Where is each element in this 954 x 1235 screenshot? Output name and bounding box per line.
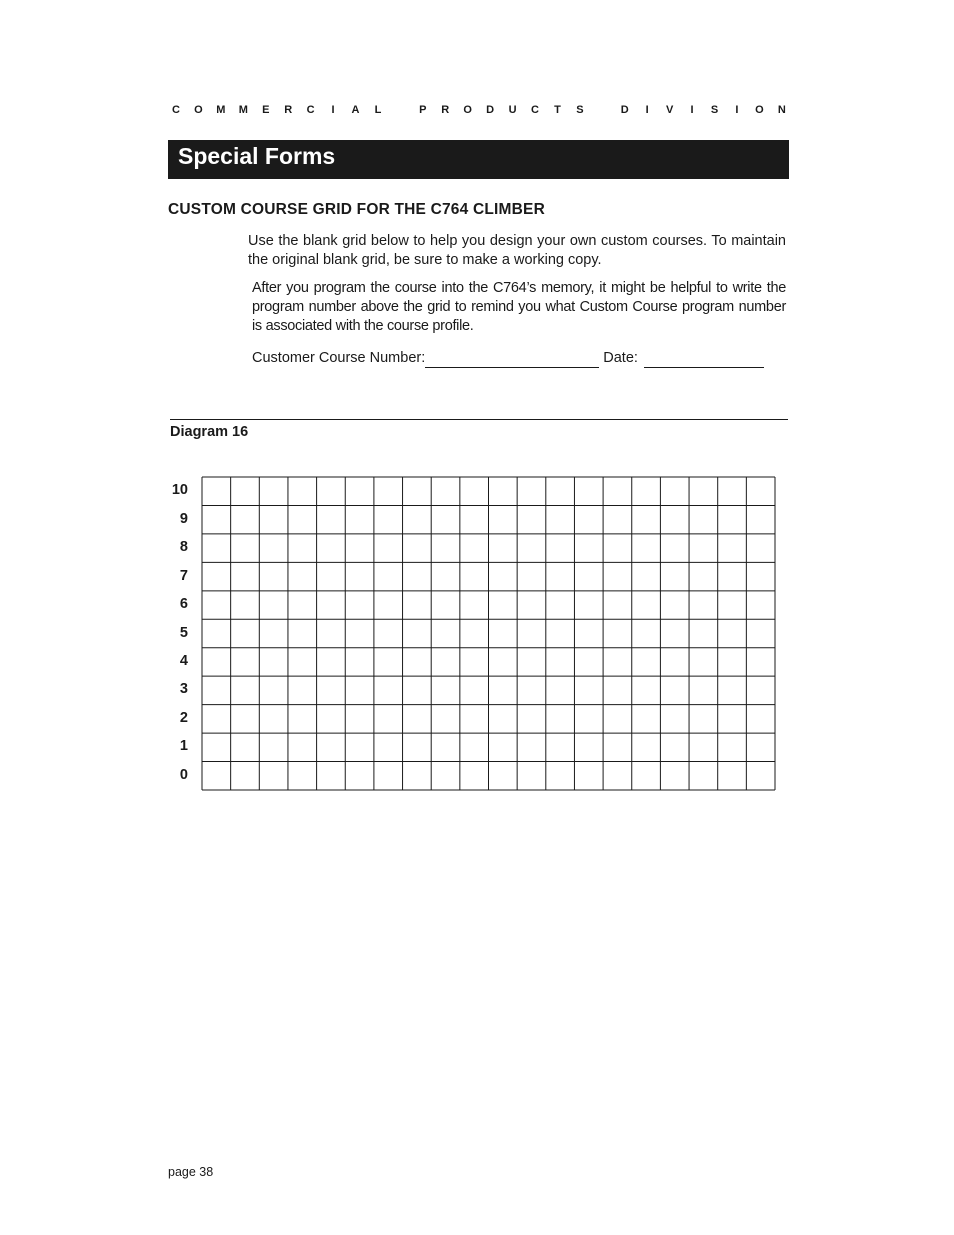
page-title: Special Forms: [168, 140, 789, 179]
division-letter: O: [755, 104, 764, 116]
division-letter: P: [419, 104, 427, 116]
division-letter: V: [665, 104, 674, 116]
y-axis-label: 5: [179, 624, 188, 641]
y-axis-label: 1: [179, 738, 188, 755]
instructions-paragraph: After you program the course into the C764’s memory, it might be helpful to write the program number above the grid to remind you what Custom Course program number is associated with the course profile.: [252, 280, 786, 334]
date-label: Date:: [603, 350, 638, 366]
division-letter: O: [463, 104, 472, 116]
y-axis-label: 6: [179, 596, 188, 613]
division-letter: M: [238, 104, 248, 116]
division-letter: I: [645, 104, 649, 116]
division-letter: I: [331, 104, 335, 116]
division-letter: C: [172, 104, 180, 116]
y-axis-label: 3: [179, 681, 188, 698]
intro-paragraph: Use the blank grid below to help you design your own custom courses. To maintain the original blank grid, be sure to make a working copy.: [248, 233, 786, 268]
division-letter: N: [777, 104, 786, 116]
y-axis-label: 8: [179, 539, 188, 556]
section-heading: CUSTOM COURSE GRID FOR THE C764 CLIMBER: [168, 201, 545, 218]
y-axis-label: 4: [179, 652, 188, 669]
course-number-label: Customer Course Number:: [252, 350, 426, 366]
division-letter: R: [284, 104, 293, 116]
division-letter: O: [194, 104, 203, 116]
division-letter: L: [374, 104, 382, 116]
division-letter: S: [710, 104, 719, 116]
division-letter: U: [508, 104, 517, 116]
page-number: page 38: [168, 1165, 214, 1179]
division-letter: E: [262, 104, 270, 116]
division-letter: D: [486, 104, 495, 116]
y-axis-label: 10: [171, 482, 188, 499]
division-letter: I: [735, 104, 739, 116]
division-letter: C: [531, 104, 539, 116]
y-axis-label: 2: [179, 709, 188, 726]
division-letter: I: [690, 104, 694, 116]
division-letter: T: [554, 104, 561, 116]
division-letter: A: [351, 104, 360, 116]
y-axis-label: 9: [179, 510, 188, 527]
division-letter: S: [576, 104, 584, 116]
division-letter: M: [216, 104, 226, 116]
y-axis-label: 0: [179, 766, 188, 783]
division-letter: R: [441, 104, 450, 116]
y-axis-label: 7: [179, 567, 188, 584]
diagram-label: Diagram 16: [170, 424, 249, 440]
division-letter: D: [620, 104, 629, 116]
division-letter: C: [306, 104, 315, 116]
